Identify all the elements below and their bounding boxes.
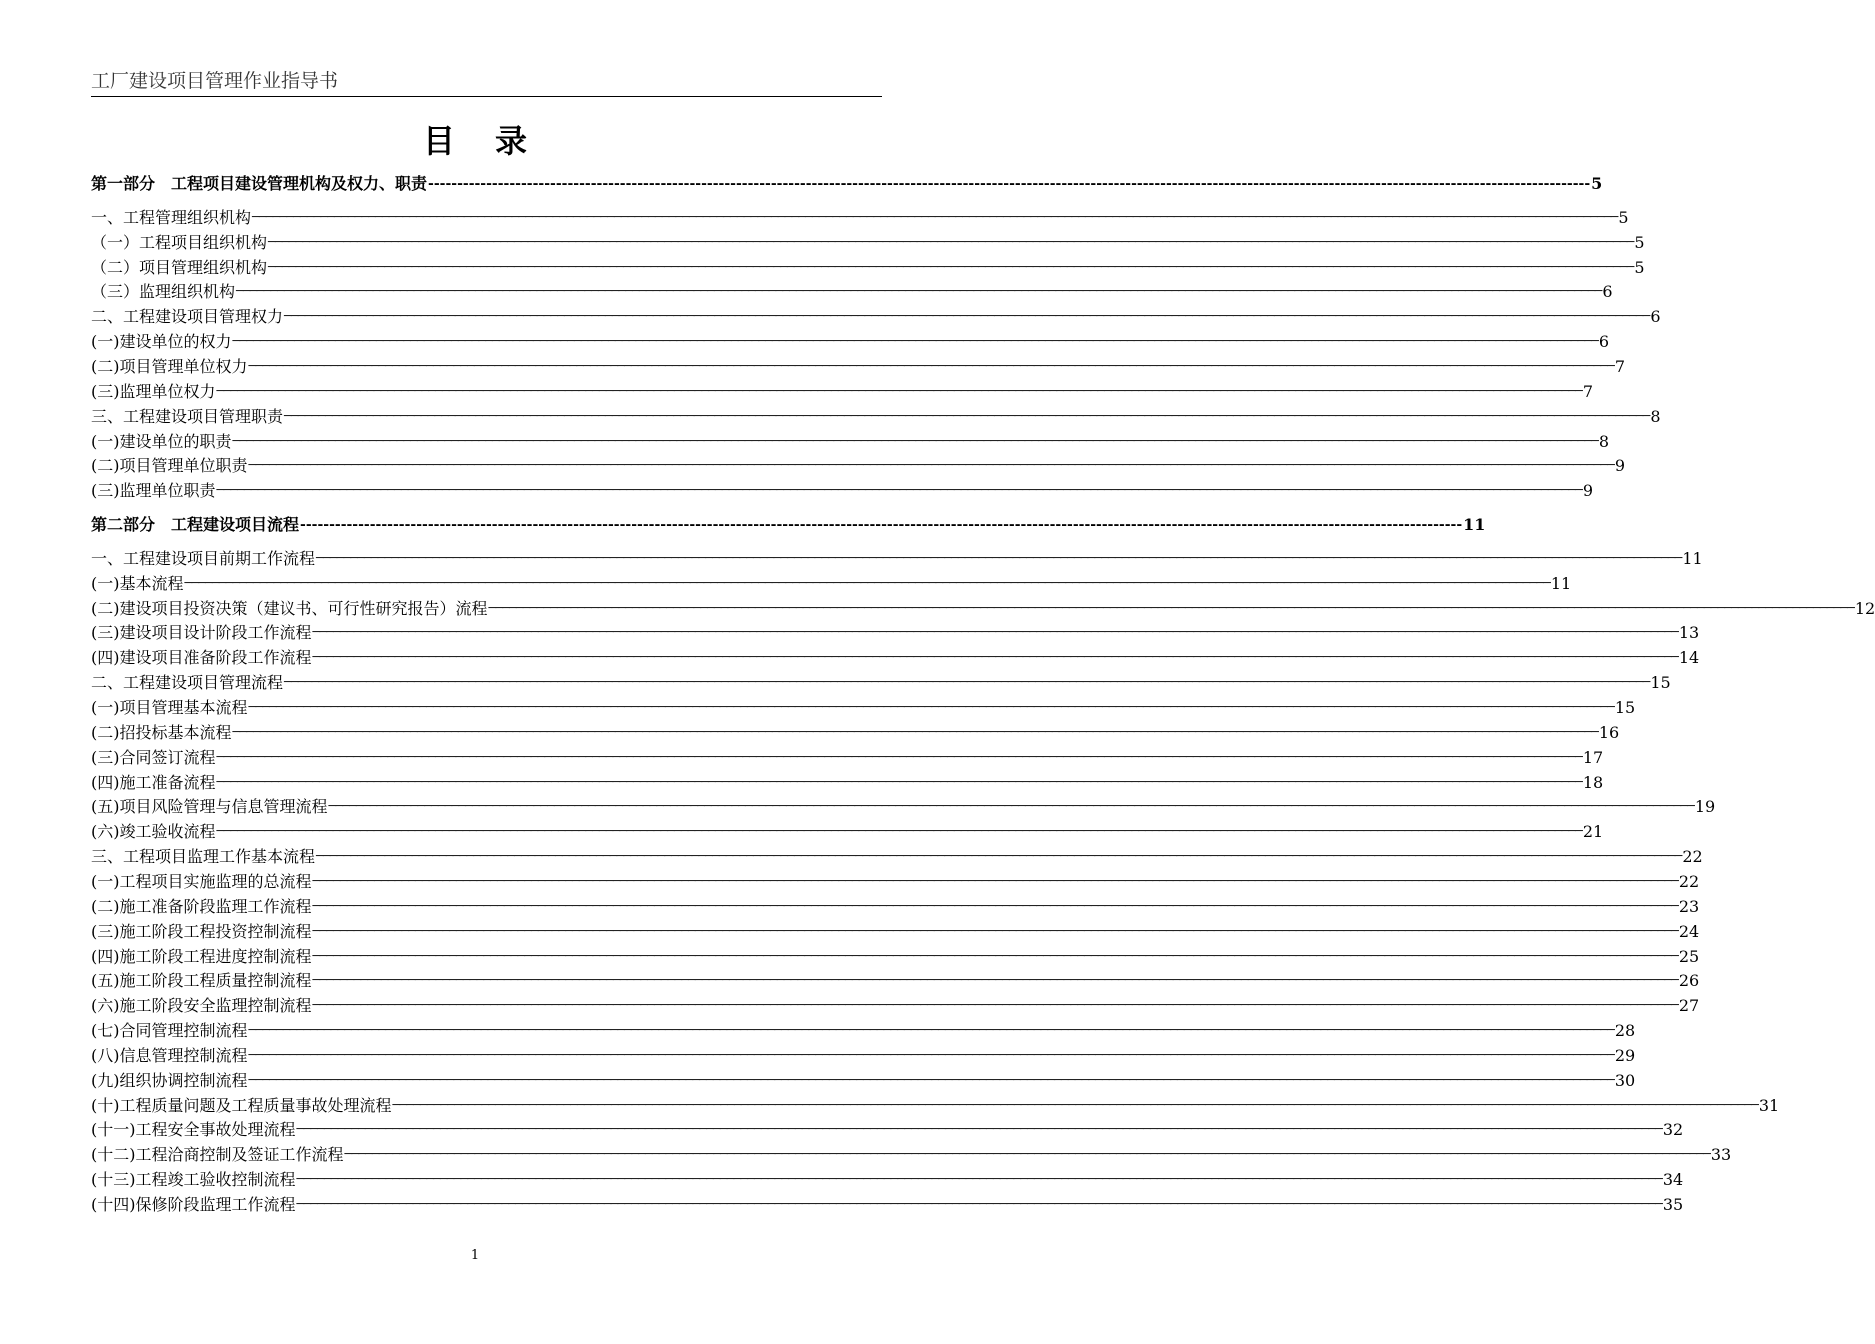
toc-entry-label: (四)施工阶段工程进度控制流程: [91, 946, 312, 966]
header-title: 工厂建设项目管理作业指导书: [91, 70, 339, 92]
toc-leader-dashes: ────────────────────────────────────────────────────────────────────────────────────────────────────────────────────────────────────────────────────────────────────────────────────────────────────────: [248, 700, 1614, 715]
toc-entry-page: 25: [1678, 946, 1700, 966]
toc-leader-dashes: ────────────────────────────────────────────────────────────────────────────────────────────────────────────────────────────────────────────────────────────────────────────────────────────────────────: [316, 550, 1682, 566]
toc-leader-dashes: ────────────────────────────────────────────────────────────────────────────────────────────────────────────────────────────────────────────────────────────────────────────────────────────────────────: [312, 948, 1678, 964]
toc-entry-page: 29: [1614, 1045, 1636, 1065]
toc-entry-page: 11: [1550, 573, 1572, 593]
toc-leader-dashes: ────────────────────────────────────────────────────────────────────────────────────────────────────────────────────────────────────────────────────────────────────────────────────────────────────────: [312, 998, 1678, 1014]
toc-entry[interactable]: [91, 254, 1645, 278]
toc-entry-page: 11: [1682, 548, 1703, 568]
toc-entry-page: 6: [1650, 307, 1661, 327]
toc-entry-page: 5: [1591, 174, 1603, 193]
toc-entry-label: (十)工程质量问题及工程质量事故处理流程: [91, 1095, 392, 1115]
toc-leader-dashes: ────────────────────────────────────────────────────────────────────────────────────────────────────────────────────────────────────────────────────────────────────────────────────────────────────────: [248, 1023, 1614, 1039]
toc-entry-page: 26: [1678, 971, 1700, 991]
toc-entry-label: (六)竣工验收流程: [91, 822, 216, 842]
toc-leader-dashes: ────────────────────────────────────────────────────────────────────────────────────────────────────────────────────────────────────────────────────────────────────────────────────────────────────────: [248, 458, 1614, 474]
toc-entry-label: （一）工程项目组织机构: [91, 232, 268, 252]
toc-entry-label: (五)施工阶段工程质量控制流程: [91, 971, 312, 991]
toc-entry-page: 12: [1854, 598, 1875, 618]
toc-entry[interactable]: [91, 793, 1716, 817]
toc-leader-dashes: ────────────────────────────────────────────────────────────────────────────────────────────────────────────────────────────────────────────────────────────────────────────────────────────────────────: [216, 383, 1582, 399]
toc-leader-dashes: ────────────────────────────────────────────────────────────────────────────────────────────────────────────────────────────────────────────────────────────────────────────────────────────────────────: [284, 675, 1650, 691]
toc-leader-dashes: ────────────────────────────────────────────────────────────────────────────────────────────────────────────────────────────────────────────────────────────────────────────────────────────────────────: [216, 483, 1582, 499]
toc-entry[interactable]: [91, 452, 1626, 476]
toc-entry-label: 一、工程管理组织机构: [91, 207, 252, 227]
toc-leader-dashes: ────────────────────────────────────────────────────────────────────────────────────────────────────────────────────────────────────────────────────────────────────────────────────────────────────────: [268, 259, 1634, 275]
toc-entry-label: (三)建设项目设计阶段工作流程: [91, 623, 312, 643]
toc-entry-label: 第二部分 工程建设项目流程: [91, 515, 300, 535]
toc-entry[interactable]: [91, 204, 1629, 228]
toc-leader-dashes: ────────────────────────────────────────────────────────────────────────────────────────────────────────────────────────────────────────────────────────────────────────────────────────────────────────: [488, 600, 1854, 616]
toc-entry[interactable]: [91, 818, 1604, 842]
toc-entry-label: 二、工程建设项目管理权力: [91, 307, 284, 327]
toc-entry-page: 5: [1634, 232, 1645, 252]
toc-entry-label: （三）监理组织机构: [91, 282, 236, 302]
toc-entry[interactable]: [91, 328, 1610, 352]
toc-entry-page: 9: [1614, 456, 1626, 476]
toc-leader-dashes: ────────────────────────────────────────────────────────────────────────────────────────────────────────────────────────────────────────────────────────────────────────────────────────────────────────: [312, 973, 1678, 989]
toc-entry[interactable]: [91, 378, 1594, 402]
toc-leader-dashes: --------------------------------------------------------------------------------------------------------------------------------------------------------------------------------------------------------: [428, 176, 1591, 192]
toc-entry-label: (一)建设单位的权力: [91, 332, 232, 352]
toc-entry-label: (一)建设单位的职责: [91, 431, 232, 451]
toc-leader-dashes: ────────────────────────────────────────────────────────────────────────────────────────────────────────────────────────────────────────────────────────────────────────────────────────────────────────: [284, 309, 1650, 325]
toc-entry-label: 一、工程建设项目前期工作流程: [91, 548, 316, 568]
toc-entry-label: 三、工程项目监理工作基本流程: [91, 847, 316, 867]
toc-entry-label: (十一)工程安全事故处理流程: [91, 1120, 296, 1140]
toc-entry-page: 13: [1678, 623, 1700, 643]
toc-leader-dashes: ────────────────────────────────────────────────────────────────────────────────────────────────────────────────────────────────────────────────────────────────────────────────────────────────────────: [392, 1097, 1758, 1113]
toc-part-entry[interactable]: [91, 170, 1603, 194]
toc-entry-page: 15: [1614, 698, 1636, 717]
toc-entry[interactable]: [91, 403, 1661, 427]
toc-entry[interactable]: [91, 843, 1703, 867]
toc-entry[interactable]: [91, 669, 1671, 693]
toc-leader-dashes: ────────────────────────────────────────────────────────────────────────────────────────────────────────────────────────────────────────────────────────────────────────────────────────────────────────: [248, 358, 1614, 374]
toc-entry-page: 9: [1582, 481, 1594, 501]
toc-entry-label: (七)合同管理控制流程: [91, 1021, 248, 1041]
toc-leader-dashes: ────────────────────────────────────────────────────────────────────────────────────────────────────────────────────────────────────────────────────────────────────────────────────────────────────────: [248, 1072, 1614, 1088]
toc-entry-label: 三、工程建设项目管理职责: [91, 406, 284, 426]
toc-entry-label: (四)建设项目准备阶段工作流程: [91, 648, 312, 668]
toc-entry-page: 8: [1598, 431, 1610, 451]
toc-leader-dashes: ────────────────────────────────────────────────────────────────────────────────────────────────────────────────────────────────────────────────────────────────────────────────────────────────────────: [312, 873, 1678, 889]
toc-entry-page: 7: [1582, 381, 1594, 401]
toc-entry-page: 34: [1662, 1170, 1684, 1190]
toc-entry[interactable]: [91, 992, 1700, 1016]
toc-leader-dashes: ────────────────────────────────────────────────────────────────────────────────────────────────────────────────────────────────────────────────────────────────────────────────────────────────────────: [268, 234, 1634, 250]
toc-entry-page: 28: [1614, 1021, 1636, 1041]
toc-entry-label: （二）项目管理组织机构: [91, 257, 268, 277]
toc-leader-dashes: ────────────────────────────────────────────────────────────────────────────────────────────────────────────────────────────────────────────────────────────────────────────────────────────────────────: [232, 334, 1598, 350]
toc-leader-dashes: ────────────────────────────────────────────────────────────────────────────────────────────────────────────────────────────────────────────────────────────────────────────────────────────────────────: [312, 650, 1678, 666]
toc-entry-page: 6: [1598, 332, 1610, 352]
toc-entry-label: (一)工程项目实施监理的总流程: [91, 871, 312, 891]
toc-entry-label: 二、工程建设项目管理流程: [91, 673, 284, 693]
toc-entry-label: (三)施工阶段工程投资控制流程: [91, 921, 312, 941]
toc-entry-page: 5: [1634, 257, 1645, 277]
toc-leader-dashes: ────────────────────────────────────────────────────────────────────────────────────────────────────────────────────────────────────────────────────────────────────────────────────────────────────────: [216, 774, 1582, 790]
toc-entry-page: 15: [1650, 673, 1671, 693]
toc-entry-label: (十四)保修阶段监理工作流程: [91, 1195, 296, 1214]
page-title: 目录: [422, 122, 567, 160]
toc-entry[interactable]: [91, 719, 1620, 743]
toc-entry[interactable]: [91, 868, 1700, 892]
toc-entry[interactable]: [91, 644, 1700, 668]
toc-entry-page: 14: [1678, 648, 1700, 668]
toc-entry[interactable]: [91, 769, 1604, 793]
page-number: 1: [470, 1248, 480, 1263]
toc-entry-label: 第一部分 工程项目建设管理机构及权力、职责: [91, 174, 428, 193]
toc-entry-label: (二)建设项目投资决策（建议书、可行性研究报告）流程: [91, 598, 488, 618]
toc-entry-page: 17: [1582, 747, 1604, 767]
toc-entry-page: 16: [1598, 722, 1620, 742]
toc-entry-page: 11: [1463, 515, 1486, 535]
toc-leader-dashes: ────────────────────────────────────────────────────────────────────────────────────────────────────────────────────────────────────────────────────────────────────────────────────────────────────────: [232, 724, 1598, 740]
toc-entry-page: 21: [1582, 822, 1604, 842]
toc-leader-dashes: ────────────────────────────────────────────────────────────────────────────────────────────────────────────────────────────────────────────────────────────────────────────────────────────────────────: [296, 1122, 1662, 1138]
toc-entry-page: 5: [1618, 207, 1629, 227]
toc-entry-page: 33: [1710, 1145, 1732, 1165]
toc-entry-label: (三)合同签订流程: [91, 747, 216, 767]
toc-entry-label: (二)施工准备阶段监理工作流程: [91, 896, 312, 916]
toc-entry-page: 27: [1678, 996, 1700, 1016]
toc-entry[interactable]: [91, 477, 1594, 501]
toc-entry[interactable]: [91, 619, 1700, 643]
toc-entry-label: (九)组织协调控制流程: [91, 1070, 248, 1090]
toc-leader-dashes: ────────────────────────────────────────────────────────────────────────────────────────────────────────────────────────────────────────────────────────────────────────────────────────────────────────: [316, 849, 1682, 865]
toc-entry[interactable]: [91, 1017, 1636, 1041]
toc-entry-page: 31: [1758, 1095, 1780, 1115]
toc-leader-dashes: ────────────────────────────────────────────────────────────────────────────────────────────────────────────────────────────────────────────────────────────────────────────────────────────────────────: [216, 749, 1582, 765]
toc-entry[interactable]: [91, 1191, 1684, 1215]
toc-leader-dashes: ────────────────────────────────────────────────────────────────────────────────────────────────────────────────────────────────────────────────────────────────────────────────────────────────────────: [252, 209, 1618, 225]
toc-entry-label: (三)监理单位权力: [91, 381, 216, 401]
toc-leader-dashes: ────────────────────────────────────────────────────────────────────────────────────────────────────────────────────────────────────────────────────────────────────────────────────────────────────────: [312, 898, 1678, 914]
toc-entry[interactable]: [91, 570, 1572, 594]
toc-entry-page: 35: [1662, 1195, 1684, 1214]
toc-entry-label: (二)项目管理单位职责: [91, 456, 248, 476]
page-header: [91, 66, 882, 97]
toc-entry-page: 18: [1582, 772, 1604, 792]
toc-entry[interactable]: [91, 1116, 1684, 1140]
toc-leader-dashes: ────────────────────────────────────────────────────────────────────────────────────────────────────────────────────────────────────────────────────────────────────────────────────────────────────────: [284, 408, 1650, 424]
toc-entry-label: (六)施工阶段安全监理控制流程: [91, 996, 312, 1016]
toc-entry-label: (十三)工程竣工验收控制流程: [91, 1170, 296, 1190]
toc-leader-dashes: ────────────────────────────────────────────────────────────────────────────────────────────────────────────────────────────────────────────────────────────────────────────────────────────────────────: [296, 1197, 1662, 1212]
toc-entry-label: (二)项目管理单位权力: [91, 356, 248, 376]
toc-entry-page: 32: [1662, 1120, 1684, 1140]
toc-entry-page: 24: [1678, 921, 1700, 941]
toc-entry[interactable]: [91, 1092, 1780, 1116]
toc-entry-page: 22: [1682, 847, 1703, 867]
toc-leader-dashes: --------------------------------------------------------------------------------------------------------------------------------------------------------------------------------------------------------: [300, 517, 1463, 534]
toc-entry-page: 6: [1602, 282, 1613, 302]
toc-leader-dashes: ────────────────────────────────────────────────────────────────────────────────────────────────────────────────────────────────────────────────────────────────────────────────────────────────────────: [296, 1172, 1662, 1188]
toc-entry-page: 19: [1694, 797, 1716, 817]
toc-leader-dashes: ────────────────────────────────────────────────────────────────────────────────────────────────────────────────────────────────────────────────────────────────────────────────────────────────────────: [232, 433, 1598, 449]
toc-entry-label: (四)施工准备流程: [91, 772, 216, 792]
toc-entry[interactable]: [91, 694, 1636, 718]
toc-entry[interactable]: [91, 353, 1626, 377]
toc-entry[interactable]: [91, 1141, 1732, 1165]
toc-entry[interactable]: [91, 1042, 1636, 1066]
toc-entry[interactable]: [91, 1067, 1636, 1091]
toc-entry-page: 8: [1650, 406, 1661, 426]
toc-entry[interactable]: [91, 303, 1661, 327]
toc-entry[interactable]: [91, 943, 1700, 967]
toc-entry-page: 23: [1678, 896, 1700, 916]
toc-leader-dashes: ────────────────────────────────────────────────────────────────────────────────────────────────────────────────────────────────────────────────────────────────────────────────────────────────────────: [312, 923, 1678, 939]
toc-entry-label: (一)基本流程: [91, 573, 184, 593]
toc-entry-label: (二)招投标基本流程: [91, 722, 232, 742]
toc-entry[interactable]: [91, 967, 1700, 991]
toc-entry-label: (五)项目风险管理与信息管理流程: [91, 797, 328, 817]
toc-entry-label: (三)监理单位职责: [91, 481, 216, 501]
toc-leader-dashes: ────────────────────────────────────────────────────────────────────────────────────────────────────────────────────────────────────────────────────────────────────────────────────────────────────────: [216, 824, 1582, 840]
toc-entry[interactable]: [91, 918, 1700, 942]
toc-leader-dashes: ────────────────────────────────────────────────────────────────────────────────────────────────────────────────────────────────────────────────────────────────────────────────────────────────────────: [236, 284, 1602, 300]
toc-entry[interactable]: [91, 428, 1610, 452]
toc-part-entry[interactable]: [91, 511, 1486, 535]
toc-leader-dashes: ────────────────────────────────────────────────────────────────────────────────────────────────────────────────────────────────────────────────────────────────────────────────────────────────────────: [184, 575, 1550, 591]
toc-entry-page: 30: [1614, 1070, 1636, 1090]
toc-entry[interactable]: [91, 1166, 1684, 1190]
toc-entry[interactable]: [91, 278, 1613, 302]
toc-entry[interactable]: [91, 229, 1645, 253]
toc-entry[interactable]: [91, 595, 1875, 619]
toc-entry[interactable]: [91, 893, 1700, 917]
toc-entry[interactable]: [91, 744, 1604, 768]
toc-entry-label: (一)项目管理基本流程: [91, 698, 248, 717]
toc-entry-label: (十二)工程洽商控制及签证工作流程: [91, 1145, 344, 1165]
toc-leader-dashes: ────────────────────────────────────────────────────────────────────────────────────────────────────────────────────────────────────────────────────────────────────────────────────────────────────────: [312, 625, 1678, 641]
toc-leader-dashes: ────────────────────────────────────────────────────────────────────────────────────────────────────────────────────────────────────────────────────────────────────────────────────────────────────────: [328, 799, 1694, 815]
toc-entry-page: 22: [1678, 871, 1700, 891]
toc-entry-label: (八)信息管理控制流程: [91, 1045, 248, 1065]
toc-entry-page: 7: [1614, 356, 1626, 376]
toc-leader-dashes: ────────────────────────────────────────────────────────────────────────────────────────────────────────────────────────────────────────────────────────────────────────────────────────────────────────: [344, 1147, 1710, 1163]
toc-entry[interactable]: [91, 545, 1703, 569]
toc-leader-dashes: ────────────────────────────────────────────────────────────────────────────────────────────────────────────────────────────────────────────────────────────────────────────────────────────────────────: [248, 1047, 1614, 1063]
